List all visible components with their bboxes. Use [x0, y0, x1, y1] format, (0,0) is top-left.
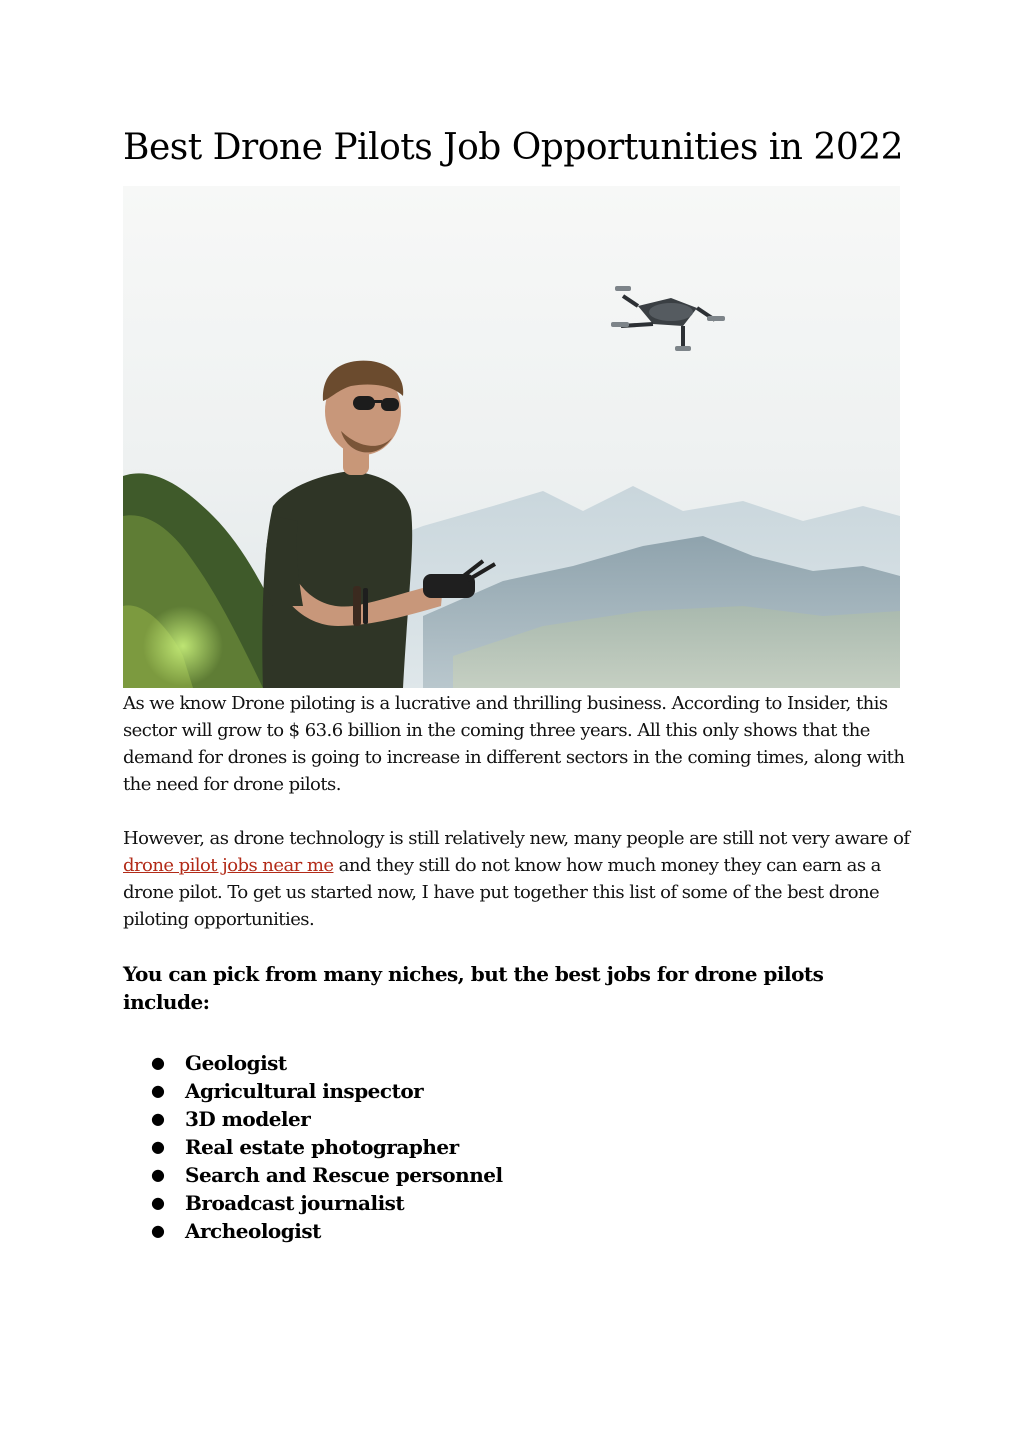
bullet-icon: ● — [151, 1053, 165, 1072]
hero-image — [123, 186, 900, 688]
intro-paragraph-2 — [123, 825, 913, 933]
paragraph-2-text-after: and they still do not know how much money they can earn as a drone pilot. To get us started now, I have put together this list of some of the best drone piloting opportunities. — [123, 855, 881, 930]
list-item — [151, 1105, 503, 1133]
bullet-icon: ● — [151, 1221, 165, 1240]
job-label: Broadcast journalist — [185, 1191, 405, 1215]
bullet-icon: ● — [151, 1165, 165, 1184]
drone-pilot-photo-icon — [123, 186, 900, 688]
bullet-icon: ● — [151, 1109, 165, 1128]
list-item — [151, 1077, 503, 1105]
list-item — [151, 1049, 503, 1077]
jobs-subheading: You can pick from many niches, but the best jobs for drone pilots include: — [123, 962, 824, 1014]
drone-pilot-jobs-link[interactable]: drone pilot jobs near me — [123, 855, 334, 876]
paragraph-2-text-before: However, as drone technology is still relatively new, many people are still not very aware of — [123, 828, 910, 849]
bullet-icon: ● — [151, 1081, 165, 1100]
jobs-list — [151, 1049, 503, 1245]
job-label: Real estate photographer — [185, 1135, 459, 1159]
bullet-icon: ● — [151, 1137, 165, 1156]
job-label: 3D modeler — [185, 1107, 311, 1131]
job-label: Geologist — [185, 1051, 287, 1075]
bullet-icon: ● — [151, 1193, 165, 1212]
page-title: Best Drone Pilots Job Opportunities in 2022 — [123, 127, 904, 168]
list-item — [151, 1161, 503, 1189]
list-item — [151, 1189, 503, 1217]
list-item — [151, 1133, 503, 1161]
job-label: Archeologist — [185, 1219, 321, 1243]
job-label: Search and Rescue personnel — [185, 1163, 503, 1187]
job-label: Agricultural inspector — [185, 1079, 424, 1103]
list-item — [151, 1217, 503, 1245]
intro-paragraph-1: As we know Drone piloting is a lucrative and thrilling business. According to Insider, this sector will grow to $ 63.6 billion in the coming three years. All this only shows that the demand for drones is going to increase in different sectors in the coming times, along with the need for drone pilots. — [123, 693, 905, 795]
